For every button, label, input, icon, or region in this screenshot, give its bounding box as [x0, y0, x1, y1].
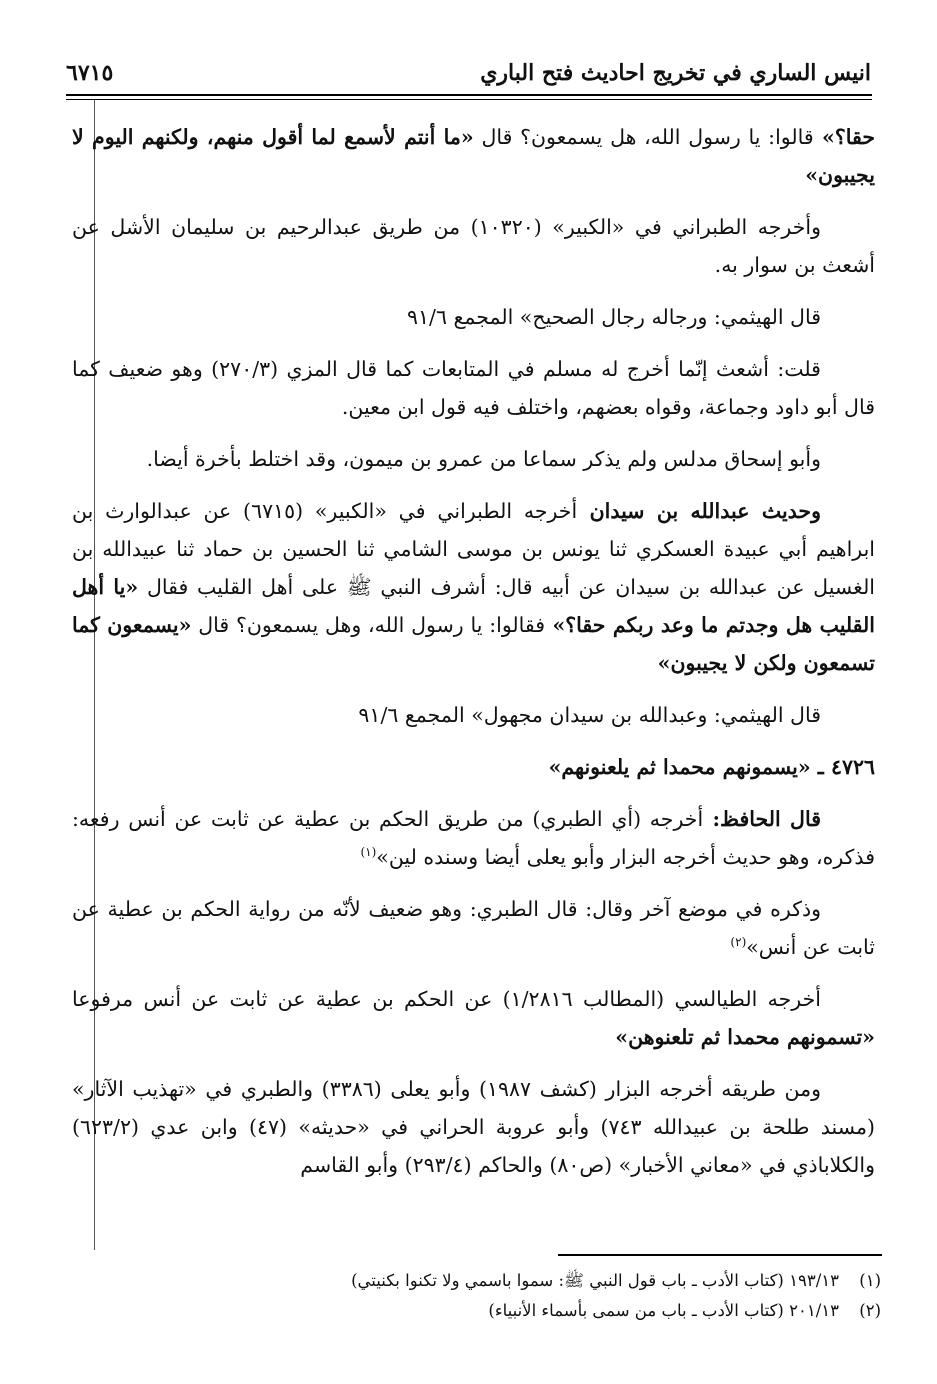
- header-rule-thick: [66, 94, 872, 96]
- footnote-number: (١): [859, 1271, 881, 1290]
- paragraph: [72, 440, 875, 478]
- text-segment: وأخرجه الطبراني في «الكبير» (١٠٣٢٠) من طريق عبدالرحيم بن سليمان الأشل عن أشعث بن سوار به.: [72, 215, 875, 277]
- paragraph: [72, 696, 875, 734]
- text-segment: وأبو إسحاق مدلس ولم يذكر سماعا من عمرو بن ميمون، وقد اختلط بأخرة أيضا.: [146, 447, 821, 471]
- footnote-marker: (١): [360, 845, 377, 860]
- main-text: [72, 118, 875, 1198]
- text-segment: فقالوا: يا رسول الله، وهل يسمعون؟ قال: [191, 613, 546, 637]
- footnotes: [200, 1266, 881, 1326]
- bold-text: حقا؟»: [813, 125, 875, 149]
- header-rule-thin: [66, 99, 872, 100]
- footnote-text: ١٩٣/١٣ (كتاب الأدب ـ باب قول النبي ﷺ: سموا باسمي ولا تكنوا بكنيتي): [351, 1271, 839, 1290]
- paragraph: [72, 298, 875, 336]
- paragraph: [72, 208, 875, 284]
- footnote-text: ٢٠١/١٣ (كتاب الأدب ـ باب من سمى بأسماء الأنبياء): [488, 1301, 839, 1320]
- paragraph: [72, 748, 875, 786]
- bold-text: «يا أهل القليب هل وجدتم ما وعد ربكم حقا؟»: [72, 575, 875, 637]
- paragraph: [72, 118, 875, 194]
- text-segment: أخرجه الطبراني في «الكبير» (٦٧١٥) عن عبدالوارث بن ابراهيم أبي عبيدة العسكري ثنا يونس بن موسى الشامي ثنا الحسين بن حماد ثنا عبيدالله بن الغسيل عن عبدالله بن سيدان عن أبيه قال: أشرف النبي ﷺ على أهل القليب فقال: [72, 499, 876, 599]
- footnote-item: [200, 1296, 881, 1326]
- bold-text: ٤٧٢٦ ـ «يسمونهم محمدا ثم يلعنونهم»: [548, 755, 875, 779]
- text-segment: قال الهيثمي: ورجاله رجال الصحيح» المجمع ٩١/٦: [407, 305, 821, 329]
- bold-text: «ما أنتم لأسمع لما أقول منهم، ولكنهم اليوم لا يجيبون»: [72, 125, 875, 187]
- paragraph: [72, 1070, 875, 1184]
- text-segment: قالوا: يا رسول الله، هل يسمعون؟ قال: [473, 125, 814, 149]
- bold-text: «يسمعون كما تسمعون ولكن لا يجيبون»: [72, 613, 875, 675]
- text-segment: أخرجه (أي الطبري) من طريق الحكم بن عطية عن ثابت عن أنس رفعه: فذكره، وهو حديث أخرجه البزار وأبو يعلى أيضا وسنده لين»: [72, 807, 875, 869]
- paragraph: [72, 980, 875, 1056]
- paragraph: [72, 492, 875, 682]
- bold-text: وحديث عبدالله بن سيدان: [577, 499, 821, 523]
- page-number: ٦٧١٥: [66, 60, 114, 86]
- text-segment: أخرجه الطيالسي (المطالب ١/٢٨١٦) عن الحكم بن عطية عن ثابت عن أنس مرفوعا: [72, 987, 821, 1011]
- page-header: [66, 58, 871, 94]
- paragraph: [72, 890, 875, 966]
- text-segment: قال الهيثمي: وعبدالله بن سيدان مجهول» المجمع ٩١/٦: [358, 703, 821, 727]
- text-segment: وذكره في موضع آخر وقال: قال الطبري: وهو ضعيف لأنّه من رواية الحكم بن عطية عن ثابت عن أنس»: [72, 897, 875, 959]
- text-segment: قلت: أشعث إنّما أخرج له مسلم في المتابعات كما قال المزي (٢٧٠/٣) وهو ضعيف كما قال أبو داود وجماعة، وقواه بعضهم، واختلف فيه قول ابن معين.: [72, 357, 875, 419]
- footnote-item: [200, 1266, 881, 1296]
- text-segment: ومن طريقه أخرجه البزار (كشف ١٩٨٧) وأبو يعلى (٣٣٨٦) والطبري في «تهذيب الآثار» (مسند طلحة بن عبيدالله ٧٤٣) وأبو عروبة الحراني في «حديثه» (٤٧) وابن عدي (٦٢٣/٢) والكلاباذي في «معاني الأخبار» (ص٨٠) والحاكم (٢٩٣/٤) وأبو القاسم: [72, 1077, 875, 1177]
- footnote-rule: [558, 1254, 882, 1256]
- paragraph: [72, 800, 875, 876]
- bold-text: قال الحافظ:: [703, 807, 821, 831]
- footnote-number: (٢): [859, 1301, 881, 1320]
- footnote-marker: (٢): [730, 935, 747, 950]
- running-title: انيس الساري في تخريج احاديث فتح الباري: [480, 60, 871, 86]
- bold-text: «تسمونهم محمدا ثم تلعنوهن»: [615, 1025, 875, 1049]
- paragraph: [72, 350, 875, 426]
